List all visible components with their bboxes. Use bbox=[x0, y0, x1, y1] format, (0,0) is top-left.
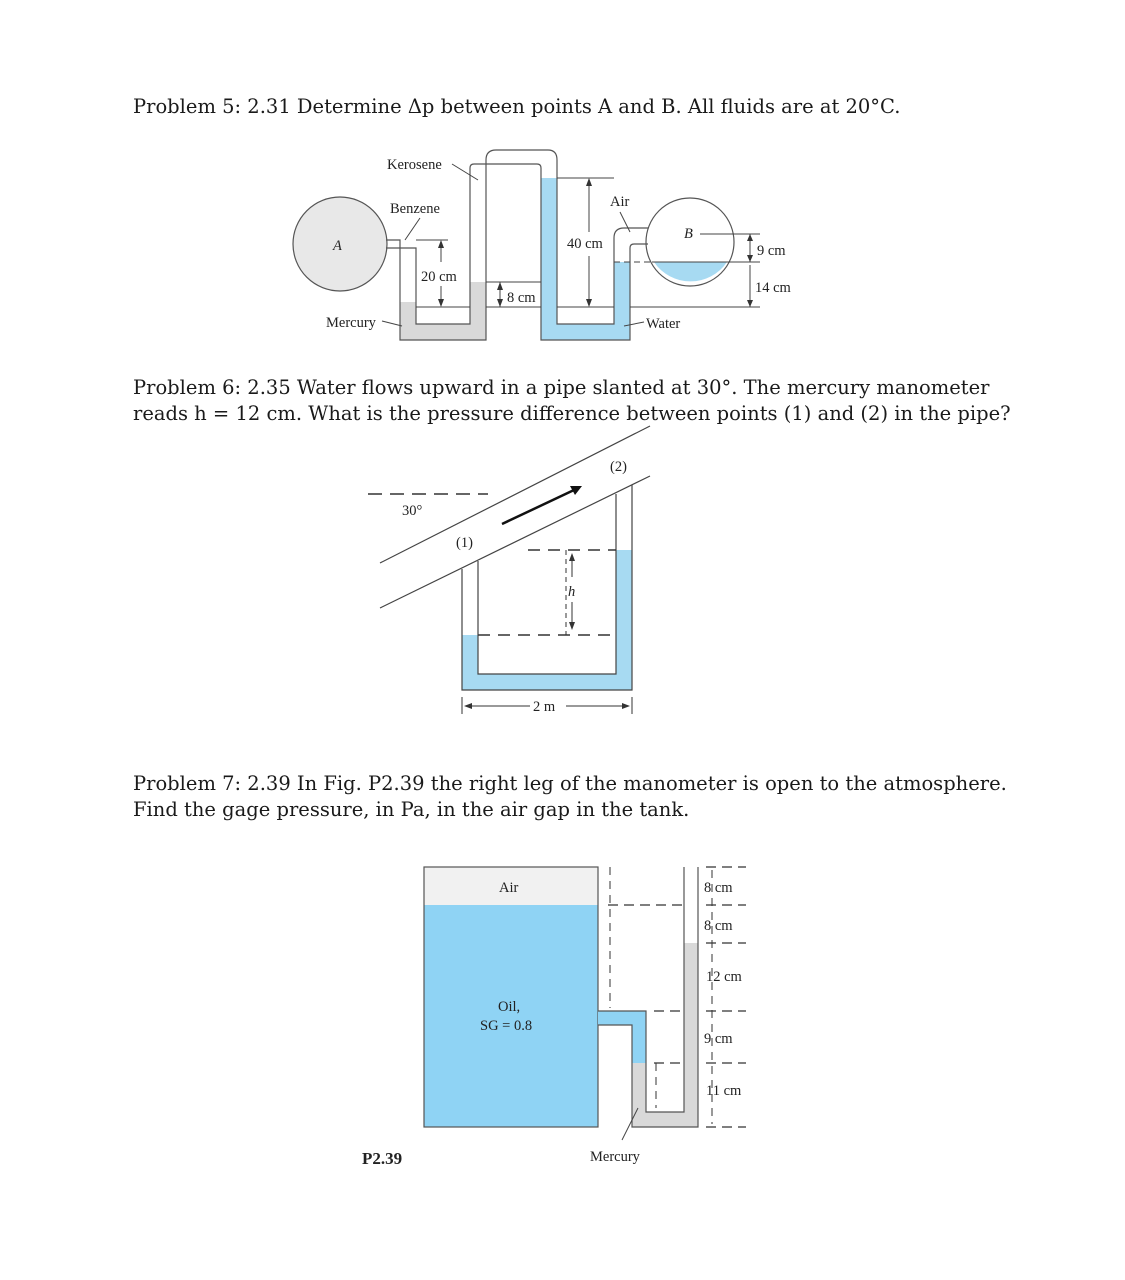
label-point-a: A bbox=[333, 238, 342, 254]
label-kerosene: Kerosene bbox=[387, 157, 442, 173]
label-h: h bbox=[568, 584, 576, 600]
dim-11cm: 11 cm bbox=[706, 1083, 742, 1099]
tank-oil bbox=[424, 905, 598, 1127]
label-point-2: (2) bbox=[610, 459, 627, 475]
label-air: Air bbox=[499, 880, 519, 896]
dim-12cm: 12 cm bbox=[706, 969, 742, 985]
problem-6-heading-line1: Problem 6: 2.35 Water flows upward in a pipe slanted at 30°. The mercury manometer bbox=[133, 376, 990, 399]
dim-8cm-a: 8 cm bbox=[704, 880, 733, 896]
label-benzene: Benzene bbox=[390, 201, 440, 217]
label-point-b: B bbox=[684, 226, 693, 242]
dim-9cm: 9 cm bbox=[757, 243, 786, 259]
problem-7-heading-line2: Find the gage pressure, in Pa, in the air gap in the tank. bbox=[133, 798, 690, 821]
dim-14cm: 14 cm bbox=[755, 280, 791, 296]
label-angle-30: 30° bbox=[402, 503, 423, 519]
label-mercury: Mercury bbox=[326, 315, 376, 331]
dim-40cm: 40 cm bbox=[567, 236, 603, 252]
tube-oil bbox=[598, 1011, 646, 1063]
figure-id: P2.39 bbox=[362, 1149, 403, 1168]
problem-6-heading-line2: reads h = 12 cm. What is the pressure difference between points (1) and (2) in the pipe? bbox=[133, 402, 1011, 425]
label-point-1: (1) bbox=[456, 535, 473, 551]
label-air: Air bbox=[610, 194, 630, 210]
label-oil: Oil, bbox=[498, 999, 521, 1015]
dim-8cm-b: 8 cm bbox=[704, 918, 733, 934]
dim-9cm: 9 cm bbox=[704, 1031, 733, 1047]
dim-8cm: 8 cm bbox=[507, 290, 536, 306]
label-water: Water bbox=[646, 316, 681, 332]
label-oil-sg: SG = 0.8 bbox=[480, 1018, 533, 1034]
problem-5-heading: Problem 5: 2.31 Determine Δp between points A and B. All fluids are at 20°C. bbox=[133, 95, 901, 118]
dim-2m: 2 m bbox=[533, 699, 556, 715]
label-mercury: Mercury bbox=[590, 1149, 640, 1165]
problem-7-heading-line1: Problem 7: 2.39 In Fig. P2.39 the right leg of the manometer is open to the atmosphere. bbox=[133, 772, 1007, 795]
dim-20cm: 20 cm bbox=[421, 269, 457, 285]
